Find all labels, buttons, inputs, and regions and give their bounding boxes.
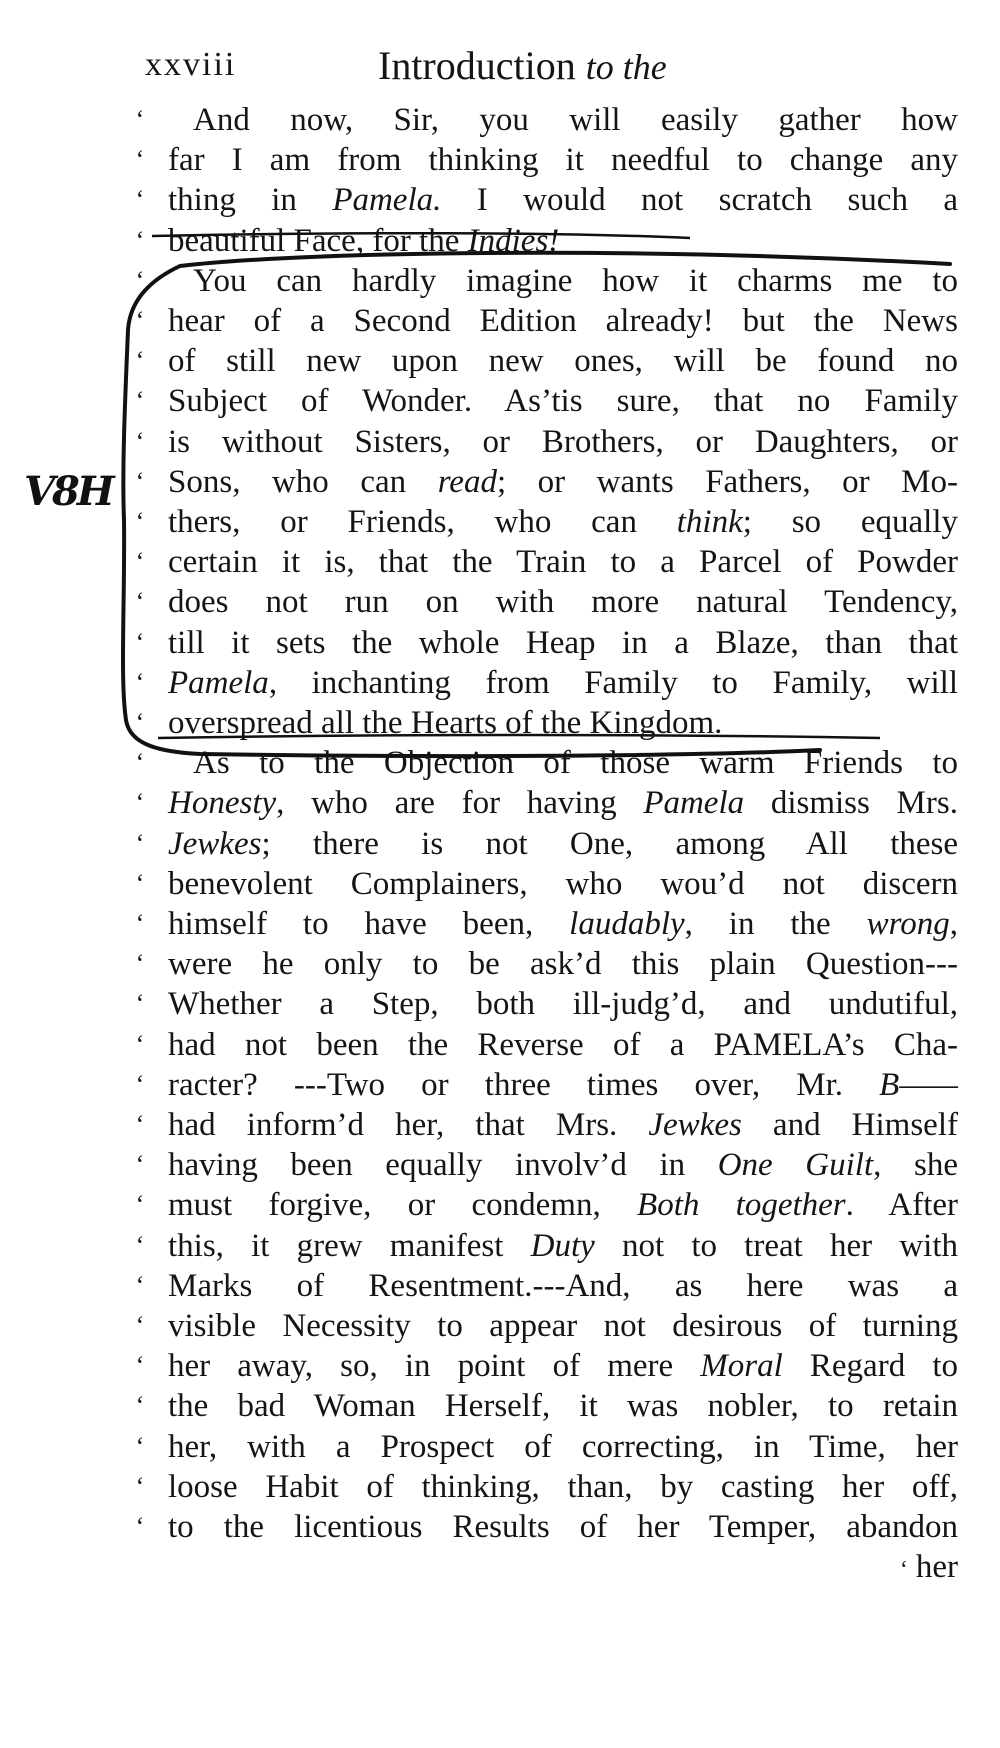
quote-mark: ‘ xyxy=(135,547,145,577)
line-text: thing in Pamela. I would not scratch such a xyxy=(168,182,958,219)
line-text: Whether a Step, both ill-judg’d, and undutiful, xyxy=(168,986,958,1023)
quote-mark: ‘ xyxy=(135,507,145,536)
line-text: far I am from thinking it needful to change any xyxy=(168,142,958,179)
quote-mark: ‘ xyxy=(899,1557,908,1584)
quote-mark: ‘ xyxy=(135,1391,145,1421)
quote-mark: ‘ xyxy=(135,667,145,697)
line-text: must forgive, or condemn, Both together. After xyxy=(168,1187,958,1224)
line-text: is without Sisters, or Brothers, or Daughters, or xyxy=(168,423,958,460)
line-text: were he only to be ask’d this plain Question--- xyxy=(168,946,958,983)
line-text: of still new upon new ones, will be found no xyxy=(168,343,958,380)
quote-mark: ‘ xyxy=(135,949,145,979)
line-text: Marks of Resentment.---And, as here was a xyxy=(168,1267,958,1304)
line-text: hear of a Second Edition already! but the News xyxy=(168,303,958,339)
line-text: beautiful Face, for the Indies! xyxy=(168,222,560,259)
quote-mark: ‘ xyxy=(135,1270,145,1300)
catchword-text: her xyxy=(915,1549,958,1586)
quote-mark: ‘ xyxy=(135,1150,145,1180)
quote-mark: ‘ xyxy=(135,989,145,1019)
quote-mark: ‘ xyxy=(135,265,145,295)
running-head-roman: Introduction xyxy=(378,43,576,88)
quote-mark: ‘ xyxy=(135,1471,145,1501)
line-text: loose Habit of thinking, than, by casting her off, xyxy=(168,1468,958,1505)
quote-mark: ‘ xyxy=(135,145,145,175)
line-text: racter? ---Two or three times over, Mr. B—— xyxy=(168,1066,958,1103)
line-text: her away, so, in point of mere Moral Regard to xyxy=(168,1348,958,1385)
line-text: till it sets the whole Heap in a Blaze, than that xyxy=(168,624,958,661)
line-text: visible Necessity to appear not desirous of turning xyxy=(168,1308,958,1344)
quote-mark: ‘ xyxy=(135,748,145,778)
line-text: does not run on with more natural Tendency, xyxy=(168,584,958,621)
line-text: himself to have been, laudably, in the wrong, xyxy=(168,906,959,942)
quote-mark: ‘ xyxy=(135,828,145,858)
page-number: xxviii xyxy=(145,46,237,83)
line-text: thers, or Friends, who can think; so equally xyxy=(168,504,958,540)
underline-stroke xyxy=(158,735,880,738)
line-text: to the licentious Results of her Temper, abandon xyxy=(168,1509,958,1545)
quote-mark: ‘ xyxy=(135,788,145,818)
quote-mark: ‘ xyxy=(135,1512,145,1541)
underline-stroke xyxy=(152,233,690,238)
quote-mark: ‘ xyxy=(135,225,145,255)
line-text: You can hardly imagine how it charms me to xyxy=(193,262,958,299)
quote-mark: ‘ xyxy=(135,386,145,416)
line-text: certain it is, that the Train to a Parcel of Powder xyxy=(168,544,958,581)
quote-mark: ‘ xyxy=(135,909,145,938)
quote-mark: ‘ xyxy=(135,627,145,657)
quote-mark: ‘ xyxy=(135,466,145,496)
quote-mark: ‘ xyxy=(135,306,145,335)
margin-annotation: V8H xyxy=(24,468,112,515)
quote-mark: ‘ xyxy=(135,185,145,215)
quote-mark: ‘ xyxy=(135,426,145,456)
line-text: her, with a Prospect of correcting, in Time, her xyxy=(168,1428,958,1465)
running-head-italic: to the xyxy=(585,47,667,87)
line-text: the bad Woman Herself, it was nobler, to retain xyxy=(168,1388,958,1425)
quote-mark: ‘ xyxy=(135,587,145,617)
quote-mark: ‘ xyxy=(135,1069,145,1099)
line-text: Sons, who can read; or wants Fathers, or Mo- xyxy=(168,463,958,500)
line-text: Jewkes; there is not One, among All these xyxy=(168,825,958,862)
line-text: benevolent Complainers, who wou’d not discern xyxy=(168,865,958,902)
quote-mark: ‘ xyxy=(135,1029,145,1059)
line-text: had not been the Reverse of a PAMELA’s Cha- xyxy=(168,1026,958,1063)
line-text: Subject of Wonder. As’tis sure, that no Family xyxy=(168,383,958,420)
quote-mark: ‘ xyxy=(135,1311,145,1340)
quote-mark: ‘ xyxy=(135,868,145,898)
quote-mark: ‘ xyxy=(135,708,145,737)
line-text: As to the Objection of those warm Friends to xyxy=(193,745,958,782)
line-text: And now, Sir, you will easily gather how xyxy=(193,102,958,138)
line-text: Honesty, who are for having Pamela dismiss Mrs. xyxy=(168,785,958,822)
quote-mark: ‘ xyxy=(135,346,145,376)
quote-mark: ‘ xyxy=(135,1230,145,1260)
line-text: overspread all the Hearts of the Kingdom. xyxy=(168,705,723,741)
line-text: having been equally involv’d in One Guilt, she xyxy=(168,1147,958,1184)
line-text: Pamela, inchanting from Family to Family, will xyxy=(168,664,958,701)
quote-mark: ‘ xyxy=(135,1351,145,1381)
quote-mark: ‘ xyxy=(135,1190,145,1220)
line-text: this, it grew manifest Duty not to treat her with xyxy=(168,1227,958,1264)
quote-mark: ‘ xyxy=(135,1110,145,1139)
quote-mark: ‘ xyxy=(135,105,145,134)
line-text: had inform’d her, that Mrs. Jewkes and Himself xyxy=(168,1107,958,1143)
quote-mark: ‘ xyxy=(135,1431,145,1461)
annotation-bracket xyxy=(123,253,950,756)
